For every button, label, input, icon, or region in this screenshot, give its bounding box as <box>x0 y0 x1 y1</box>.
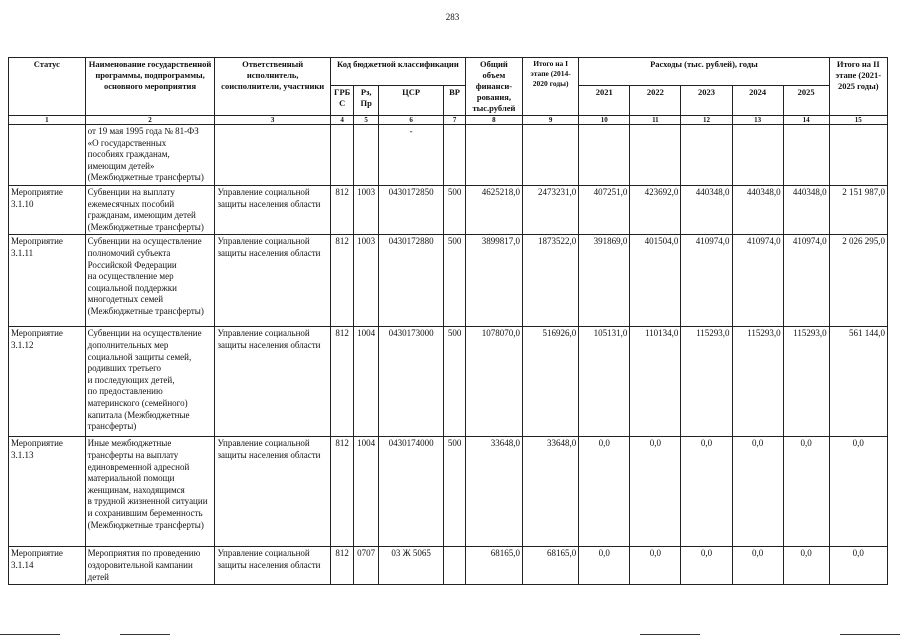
row-2022: 0,0 <box>630 547 681 585</box>
row-csr: 0430172850 <box>378 185 443 234</box>
row-rz: 1004 <box>354 327 379 437</box>
row-2021: 391869,0 <box>579 235 630 327</box>
row-grbs <box>330 125 354 186</box>
row-2023: 410974,0 <box>681 235 732 327</box>
row-vr <box>444 547 465 585</box>
row-stage2: 0,0 <box>829 547 887 585</box>
column-number: 1 <box>9 116 86 125</box>
row-2024: 0,0 <box>732 547 783 585</box>
row-grbs: 812 <box>330 235 354 327</box>
row-vr: 500 <box>444 327 465 437</box>
row-total <box>465 125 522 186</box>
row-vr <box>444 125 465 186</box>
row-2024: 115293,0 <box>732 327 783 437</box>
column-number-row <box>9 116 888 125</box>
row-csr: 0430172880 <box>378 235 443 327</box>
header-2021: 2021 <box>579 86 630 116</box>
row-vr: 500 <box>444 185 465 234</box>
row-2021: 407251,0 <box>579 185 630 234</box>
row-csr: 03 Ж 5065 <box>378 547 443 585</box>
header-stage1: Итого на I этапе (2014-2020 годы) <box>523 58 579 116</box>
row-2023: 0,0 <box>681 547 732 585</box>
row-2022: 110134,0 <box>630 327 681 437</box>
column-number: 9 <box>523 116 579 125</box>
row-total: 68165,0 <box>465 547 522 585</box>
row-2021: 105131,0 <box>579 327 630 437</box>
column-number: 2 <box>85 116 215 125</box>
row-stage1: 33648,0 <box>523 437 579 547</box>
row-name: от 19 мая 1995 года № 81-ФЗ «О государственных пособиях гражданам, имеющим детей» (Межбюджетные трансферты) <box>85 125 215 186</box>
row-2024: 410974,0 <box>732 235 783 327</box>
row-2023: 115293,0 <box>681 327 732 437</box>
row-name: Субвенции на выплату ежемесячных пособий гражданам, имеющим детей (Межбюджетные трансферты) <box>85 185 215 234</box>
row-status: Мероприятие 3.1.11 <box>9 235 86 327</box>
header-2022: 2022 <box>630 86 681 116</box>
table-row <box>9 125 888 186</box>
header-csr: ЦСР <box>378 86 443 116</box>
header-stage2: Итого на II этапе (2021-2025 годы) <box>829 58 887 116</box>
row-responsible <box>215 125 330 186</box>
row-2021: 0,0 <box>579 547 630 585</box>
row-stage1: 1873522,0 <box>523 235 579 327</box>
row-status <box>9 125 86 186</box>
row-rz: 1003 <box>354 235 379 327</box>
header-vr: ВР <box>444 86 465 116</box>
row-stage2: 2 026 295,0 <box>829 235 887 327</box>
row-vr: 500 <box>444 235 465 327</box>
row-2025: 0,0 <box>783 437 829 547</box>
column-number: 10 <box>579 116 630 125</box>
row-2025: 0,0 <box>783 547 829 585</box>
header-name: Наименование государственной программы, подпрограммы, основного мероприятия <box>85 58 215 116</box>
row-csr: 0430174000 <box>378 437 443 547</box>
row-rz <box>354 125 379 186</box>
page-number: 283 <box>445 12 460 22</box>
row-rz: 1003 <box>354 185 379 234</box>
table-row <box>9 185 888 234</box>
scan-artifact-line <box>0 634 60 635</box>
row-status: Мероприятие 3.1.12 <box>9 327 86 437</box>
row-total: 1078070,0 <box>465 327 522 437</box>
scan-artifact-line <box>840 634 900 635</box>
row-status: Мероприятие 3.1.13 <box>9 437 86 547</box>
header-2025: 2025 <box>783 86 829 116</box>
column-number: 8 <box>465 116 522 125</box>
row-grbs: 812 <box>330 437 354 547</box>
row-grbs: 812 <box>330 327 354 437</box>
row-stage1 <box>523 125 579 186</box>
row-2025: 410974,0 <box>783 235 829 327</box>
column-number: 11 <box>630 116 681 125</box>
row-total: 4625218,0 <box>465 185 522 234</box>
row-total: 33648,0 <box>465 437 522 547</box>
header-total-finance: Общий объем финанси-рования, тыс.рублей <box>465 58 522 116</box>
row-rz: 0707 <box>354 547 379 585</box>
header-expenses: Расходы (тыс. рублей), годы <box>579 58 829 86</box>
header-budget-code: Код бюджетной классификации <box>330 58 465 86</box>
table-row <box>9 235 888 327</box>
row-vr: 500 <box>444 437 465 547</box>
row-total: 3899817,0 <box>465 235 522 327</box>
row-2022 <box>630 125 681 186</box>
column-number: 15 <box>829 116 887 125</box>
column-number: 4 <box>330 116 354 125</box>
row-stage1: 516926,0 <box>523 327 579 437</box>
row-csr: - <box>378 125 443 186</box>
row-responsible: Управление социальной защиты населения области <box>215 185 330 234</box>
row-2025: 440348,0 <box>783 185 829 234</box>
row-2021: 0,0 <box>579 437 630 547</box>
column-number: 7 <box>444 116 465 125</box>
row-grbs: 812 <box>330 547 354 585</box>
row-stage2 <box>829 125 887 186</box>
column-number: 3 <box>215 116 330 125</box>
row-status: Мероприятие 3.1.14 <box>9 547 86 585</box>
table-row <box>9 547 888 585</box>
column-number: 12 <box>681 116 732 125</box>
row-stage1: 68165,0 <box>523 547 579 585</box>
column-number: 5 <box>354 116 379 125</box>
row-2023: 0,0 <box>681 437 732 547</box>
row-2023: 440348,0 <box>681 185 732 234</box>
row-csr: 0430173000 <box>378 327 443 437</box>
row-name: Субвенции на осуществление полномочий субъекта Российской Федерации на осуществление мер социальной поддержки многодетных семей (Межбюджетные трансферты) <box>85 235 215 327</box>
row-2021 <box>579 125 630 186</box>
row-2022: 423692,0 <box>630 185 681 234</box>
row-2024 <box>732 125 783 186</box>
row-responsible: Управление социальной защиты населения области <box>215 547 330 585</box>
row-2023 <box>681 125 732 186</box>
header-status: Статус <box>9 58 86 116</box>
header-grbs: ГРБ С <box>330 86 354 116</box>
budget-table <box>8 57 888 585</box>
row-responsible: Управление социальной защиты населения области <box>215 327 330 437</box>
row-stage1: 2473231,0 <box>523 185 579 234</box>
column-number: 14 <box>783 116 829 125</box>
row-stage2: 2 151 987,0 <box>829 185 887 234</box>
scan-artifact-line <box>640 634 700 635</box>
row-name: Субвенции на осуществление дополнительных мер социальной защиты семей, родивших третьего и последующих детей, по предоставлению материнского (семейного) капитала (Межбюджетные трансферты) <box>85 327 215 437</box>
scan-artifact-line <box>120 634 170 635</box>
row-stage2: 561 144,0 <box>829 327 887 437</box>
row-status: Мероприятие 3.1.10 <box>9 185 86 234</box>
row-responsible: Управление социальной защиты населения области <box>215 437 330 547</box>
table-row <box>9 327 888 437</box>
row-name: Мероприятия по проведению оздоровительной кампании детей <box>85 547 215 585</box>
row-stage2: 0,0 <box>829 437 887 547</box>
row-2022: 401504,0 <box>630 235 681 327</box>
row-grbs: 812 <box>330 185 354 234</box>
header-rz: Рз, Пр <box>354 86 379 116</box>
row-2022: 0,0 <box>630 437 681 547</box>
column-number: 13 <box>732 116 783 125</box>
row-2025: 115293,0 <box>783 327 829 437</box>
table-row <box>9 437 888 547</box>
row-2025 <box>783 125 829 186</box>
row-rz: 1004 <box>354 437 379 547</box>
header-responsible: Ответственный исполнитель, соисполнители, участники <box>215 58 330 116</box>
column-number: 6 <box>378 116 443 125</box>
header-2024: 2024 <box>732 86 783 116</box>
header-2023: 2023 <box>681 86 732 116</box>
row-2024: 440348,0 <box>732 185 783 234</box>
row-name: Иные межбюджетные трансферты на выплату единовременной адресной материальной помощи женщинам, находящимся в трудной жизненной ситуации и сохранившим беременность (Межбюджетные трансферты) <box>85 437 215 547</box>
row-responsible: Управление социальной защиты населения области <box>215 235 330 327</box>
row-2024: 0,0 <box>732 437 783 547</box>
